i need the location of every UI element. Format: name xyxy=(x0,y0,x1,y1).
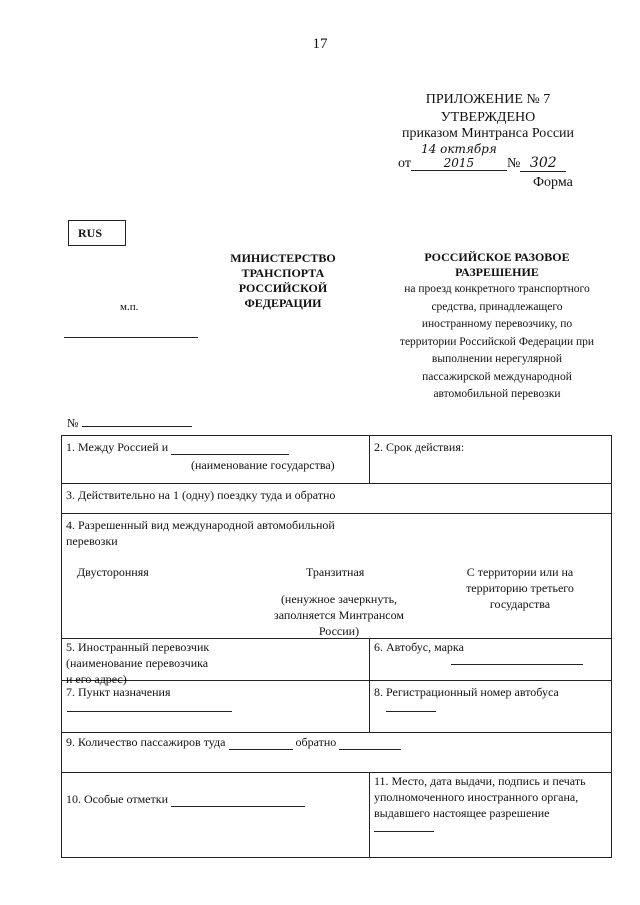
approval-number-label: № xyxy=(506,156,521,171)
field-11-line: уполномоченного иностранного органа, xyxy=(374,790,579,804)
option-transit[interactable]: Транзитная xyxy=(306,565,365,579)
field-5-line: и его адрес) xyxy=(66,672,127,686)
ministry-line: ФЕДЕРАЦИИ xyxy=(244,296,322,310)
permit-number-blank[interactable] xyxy=(82,415,192,427)
approval-annex-title: ПРИЛОЖЕНИЕ № 7 xyxy=(425,92,551,107)
permit-title-line: РАЗРЕШЕНИЕ xyxy=(455,265,539,279)
field-9-back-blank[interactable] xyxy=(339,737,401,750)
page-number: 17 xyxy=(312,36,328,52)
field-11-blank[interactable] xyxy=(374,831,434,832)
field-10-label: 10. Особые отметки xyxy=(66,792,168,806)
field-9-label-back: обратно xyxy=(295,735,337,749)
option-bilateral[interactable]: Двусторонняя xyxy=(77,565,149,579)
table-border-bottom xyxy=(61,857,612,858)
ministry-line: ТРАНСПОРТА xyxy=(241,266,325,280)
option-third-line: территорию третьего xyxy=(466,581,574,595)
field-1-blank[interactable] xyxy=(171,442,289,455)
permit-desc-line: иностранному перевозчику, по xyxy=(421,318,573,330)
field-11-line: выдавшего настоящее разрешение xyxy=(374,806,550,820)
note-line: (ненужное зачеркнуть, xyxy=(280,592,398,606)
permit-title xyxy=(388,250,606,280)
field-11-label xyxy=(374,773,586,821)
field-3-label: 3. Действительно на 1 (одну) поездку туда и обратно xyxy=(66,488,336,502)
field-9-label-there: 9. Количество пассажиров туда xyxy=(66,735,226,749)
approval-approved: УТВЕРЖДЕНО xyxy=(440,110,536,125)
field-7-blank[interactable] xyxy=(67,711,232,712)
permit-title-line: РОССИЙСКОЕ РАЗОВОЕ xyxy=(424,250,570,264)
field-7-label: 7. Пункт назначения xyxy=(66,685,171,699)
table-border-top xyxy=(61,435,612,436)
option-third-line: государства xyxy=(489,597,551,611)
ministry-name xyxy=(222,251,344,311)
option-third-country[interactable] xyxy=(440,564,600,612)
permit-desc-line: выполнении нерегулярной xyxy=(431,353,563,365)
permit-desc-line: пассажирской международной xyxy=(422,370,572,383)
permit-desc-line: территории Российской Федерации при xyxy=(399,335,595,348)
table-col-divider xyxy=(369,435,370,484)
table-col-divider xyxy=(369,638,370,733)
permit-number-field[interactable] xyxy=(67,415,192,431)
approval-order-text: приказом Минтранса России xyxy=(401,126,575,141)
approval-number-handwritten: 302 xyxy=(520,155,566,172)
approval-date-number xyxy=(398,142,566,172)
ministry-line: РОССИЙСКОЙ xyxy=(238,281,328,295)
field-6-blank[interactable] xyxy=(451,664,583,665)
table-border-left xyxy=(61,435,62,858)
field-9-there-blank[interactable] xyxy=(229,737,293,750)
field-6-label: 6. Автобус, марка xyxy=(374,640,464,654)
signature-line xyxy=(64,337,198,338)
field-5-line: 5. Иностранный перевозчик xyxy=(66,640,210,654)
field-4-note xyxy=(246,591,432,639)
note-line: России) xyxy=(318,624,360,638)
field-11-line: 11. Место, дата выдачи, подпись и печать xyxy=(374,774,586,788)
field-1-cell[interactable] xyxy=(66,439,289,455)
ministry-line: МИНИСТЕРСТВО xyxy=(230,251,336,265)
field-1-label: 1. Между Россией и xyxy=(66,440,169,454)
permit-number-label: № xyxy=(67,416,79,430)
country-code-box: RUS xyxy=(68,220,126,246)
table-row-divider xyxy=(61,513,612,514)
field-9-row[interactable] xyxy=(66,734,401,750)
approval-date-handwritten: 14 октября 2015 xyxy=(411,142,507,171)
form-label: Форма xyxy=(533,175,573,190)
field-10-blank[interactable] xyxy=(171,794,305,807)
table-row-divider xyxy=(61,483,612,484)
table-border-right xyxy=(611,435,612,858)
field-5-line: (наименование перевозчика xyxy=(66,656,209,670)
option-third-line: С территории или на xyxy=(466,565,574,579)
permit-desc-line: на проезд конкретного транспортного xyxy=(404,283,590,295)
stamp-label: м.п. xyxy=(120,301,139,313)
field-2-label[interactable]: 2. Срок действия: xyxy=(374,440,465,454)
table-col-divider xyxy=(369,772,370,858)
field-1-sub-label: (наименование государства) xyxy=(191,458,335,472)
field-8-blank[interactable] xyxy=(386,711,436,712)
field-5-label[interactable] xyxy=(66,639,209,687)
permit-description xyxy=(384,281,610,404)
permit-desc-line: автомобильной перевозки xyxy=(433,388,561,400)
permit-desc-line: средства, принадлежащего xyxy=(431,300,563,313)
field-10-row[interactable] xyxy=(66,791,305,807)
field-4-label xyxy=(66,517,335,549)
note-line: заполняется Минтрансом xyxy=(273,608,404,622)
field-4-line: перевозки xyxy=(66,534,118,548)
field-4-line: 4. Разрешенный вид международной автомобильной xyxy=(66,518,335,532)
approval-date-prefix: от xyxy=(398,156,411,171)
table-row-divider xyxy=(61,732,612,733)
field-8-label: 8. Регистрационный номер автобуса xyxy=(374,685,559,699)
